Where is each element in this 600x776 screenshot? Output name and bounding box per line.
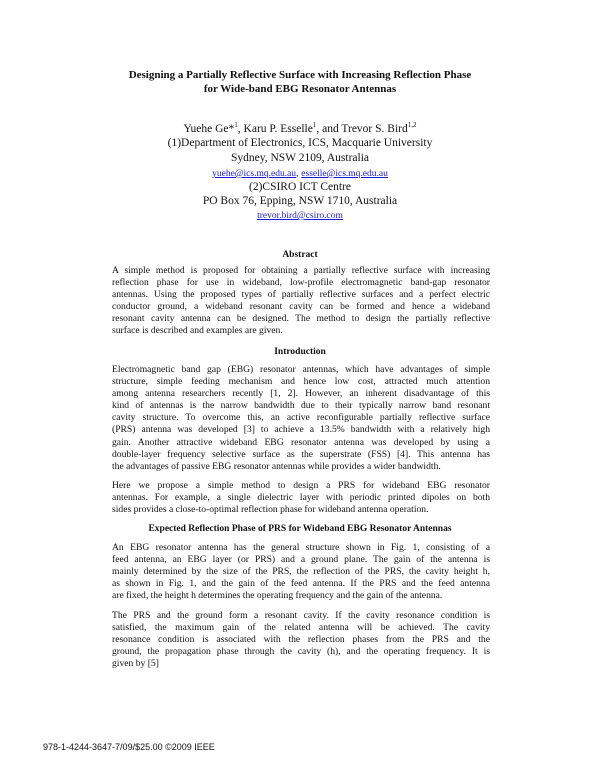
text-line: resonance condition is associated with the reflection phases from the PRS and the [112,634,490,646]
text-line: resonant cavity antenna can be designed. The method to design the partially reflective [112,313,490,325]
introduction-para-2 [112,480,490,516]
title-line-1: Designing a Partially Reflective Surface with Increasing Reflection Phase [128,69,472,81]
text-line: gain. Another attractive wideband EBG resonator antenna was developed by using a [112,436,490,448]
text-line: A simple method is proposed for obtaining a partially reflective surface with increasing [112,265,490,276]
text-line: satisfied, the maximum gain of the related antenna will be achieved. The cavity [112,622,490,634]
text-line: are fixed, the height h determines the operating frequency and the gain of the antenna. [112,590,443,602]
text-line: structure, simple feeding mechanism and hence low cost, attracted much attention [112,376,490,388]
author-list: Yuehe Ge*$^1$, Karu P. Esselle$^1$, and Trevor S. Bird$^{1,2}$ [183,121,417,135]
author-1: Yuehe Ge* [183,123,235,135]
author-3: , and Trevor S. Bird [316,123,408,135]
abstract-body [112,265,490,338]
email-link-3[interactable]: trevor.bird@csiro.com [257,211,343,221]
text-line: sides provides a close-to-optimal reflection phase for wideband antenna operation. [112,504,429,516]
copyright-footer: 978-1-4244-3647-7/09/$25.00 ©2009 IEEE [43,742,215,752]
section-2-heading: Expected Reflection Phase of PRS for Wideband EBG Resonator Antennas [148,524,452,534]
text-line: given by [5] [112,658,159,670]
text-line: as shown in Fig. 1, and the gain of the feed antenna. If the PRS and the feed antenna [112,578,490,590]
text-line: cavity structure. To overcome this, an active reconfigurable partially reflective surface [112,412,490,424]
text-line: mainly determined by the size of the PRS, the reflection of the PRS, the cavity height h, [112,566,490,578]
email-row-3 [0,208,600,224]
text-line: double-layer frequency selective surface as the superstrate (FSS) [4]. This antenna has [112,448,490,460]
text-line: Here we propose a simple method to design a PRS for wideband EBG resonator [112,480,490,491]
emails-row: yuehe@ics.mq.edu.au, esselle@ics.mq.edu.au [212,169,388,179]
text-line: antennas. For example, a single dielectric layer with periodic printed dipoles on both [112,492,490,504]
affiliation-1-line-1: (1)Department of Electronics, ICS, Macquarie University [167,137,433,149]
email-link-1[interactable]: yuehe@ics.mq.edu.au [212,169,297,179]
introduction-para-1 [112,364,490,473]
text-line: antennas. Using the proposed types of partially reflective surfaces and a perfect electric [112,289,490,301]
introduction-heading: Introduction [274,347,326,357]
title-line-2: for Wide-band EBG Resonator Antennas [203,83,397,95]
text-line: reflection phase for use in wideband, low-profile electromagnetic band-gap resonator [112,277,490,289]
text-line: surface is described and examples are given. [112,325,283,337]
text-line: (PRS) antenna was developed [3] to achieve a 13.5% bandwidth with a relatively high [112,424,490,436]
text-line: conductor ground, a wideband resonant cavity can be formed and hence a wideband [112,301,490,313]
text-line: the advantages of passive EBG resonator antennas while provides a wider bandwidth. [112,460,441,472]
text-line: ground, the propagation phase through the cavity (h), and the operating frequency. It is [112,646,490,658]
text-line: kind of antennas is the narrow bandwidth due to their typically narrow band resonant [112,400,490,412]
affiliation-2-line-2: PO Box 76, Epping, NSW 1710, Australia [202,195,398,207]
section-2-para-1 [112,542,490,602]
section-2-para-2 [112,610,490,670]
text-line: Electromagnetic band gap (EBG) resonator antennas, which have advantages of simple [112,364,490,375]
affiliation-2-line-1: (2)CSIRO ICT Centre [248,181,351,193]
text-line: An EBG resonator antenna has the general structure shown in Fig. 1, consisting of a [112,542,490,553]
abstract-heading: Abstract [282,250,318,260]
author-2: , Karu P. Esselle [237,123,313,135]
text-line: among antenna researchers recently [1, 2]. However, an inherent disadvantage of this [112,388,490,400]
email-link-2[interactable]: esselle@ics.mq.edu.au [301,169,388,179]
affiliation-1-line-2: Sydney, NSW 2109, Australia [231,152,369,164]
text-line: The PRS and the ground form a resonant cavity. If the cavity resonance condition is [112,610,490,621]
paper-title [60,68,540,96]
text-line: feed antenna, an EBG layer (or PRS) and a ground plane. The gain of the antenna is [112,554,490,566]
